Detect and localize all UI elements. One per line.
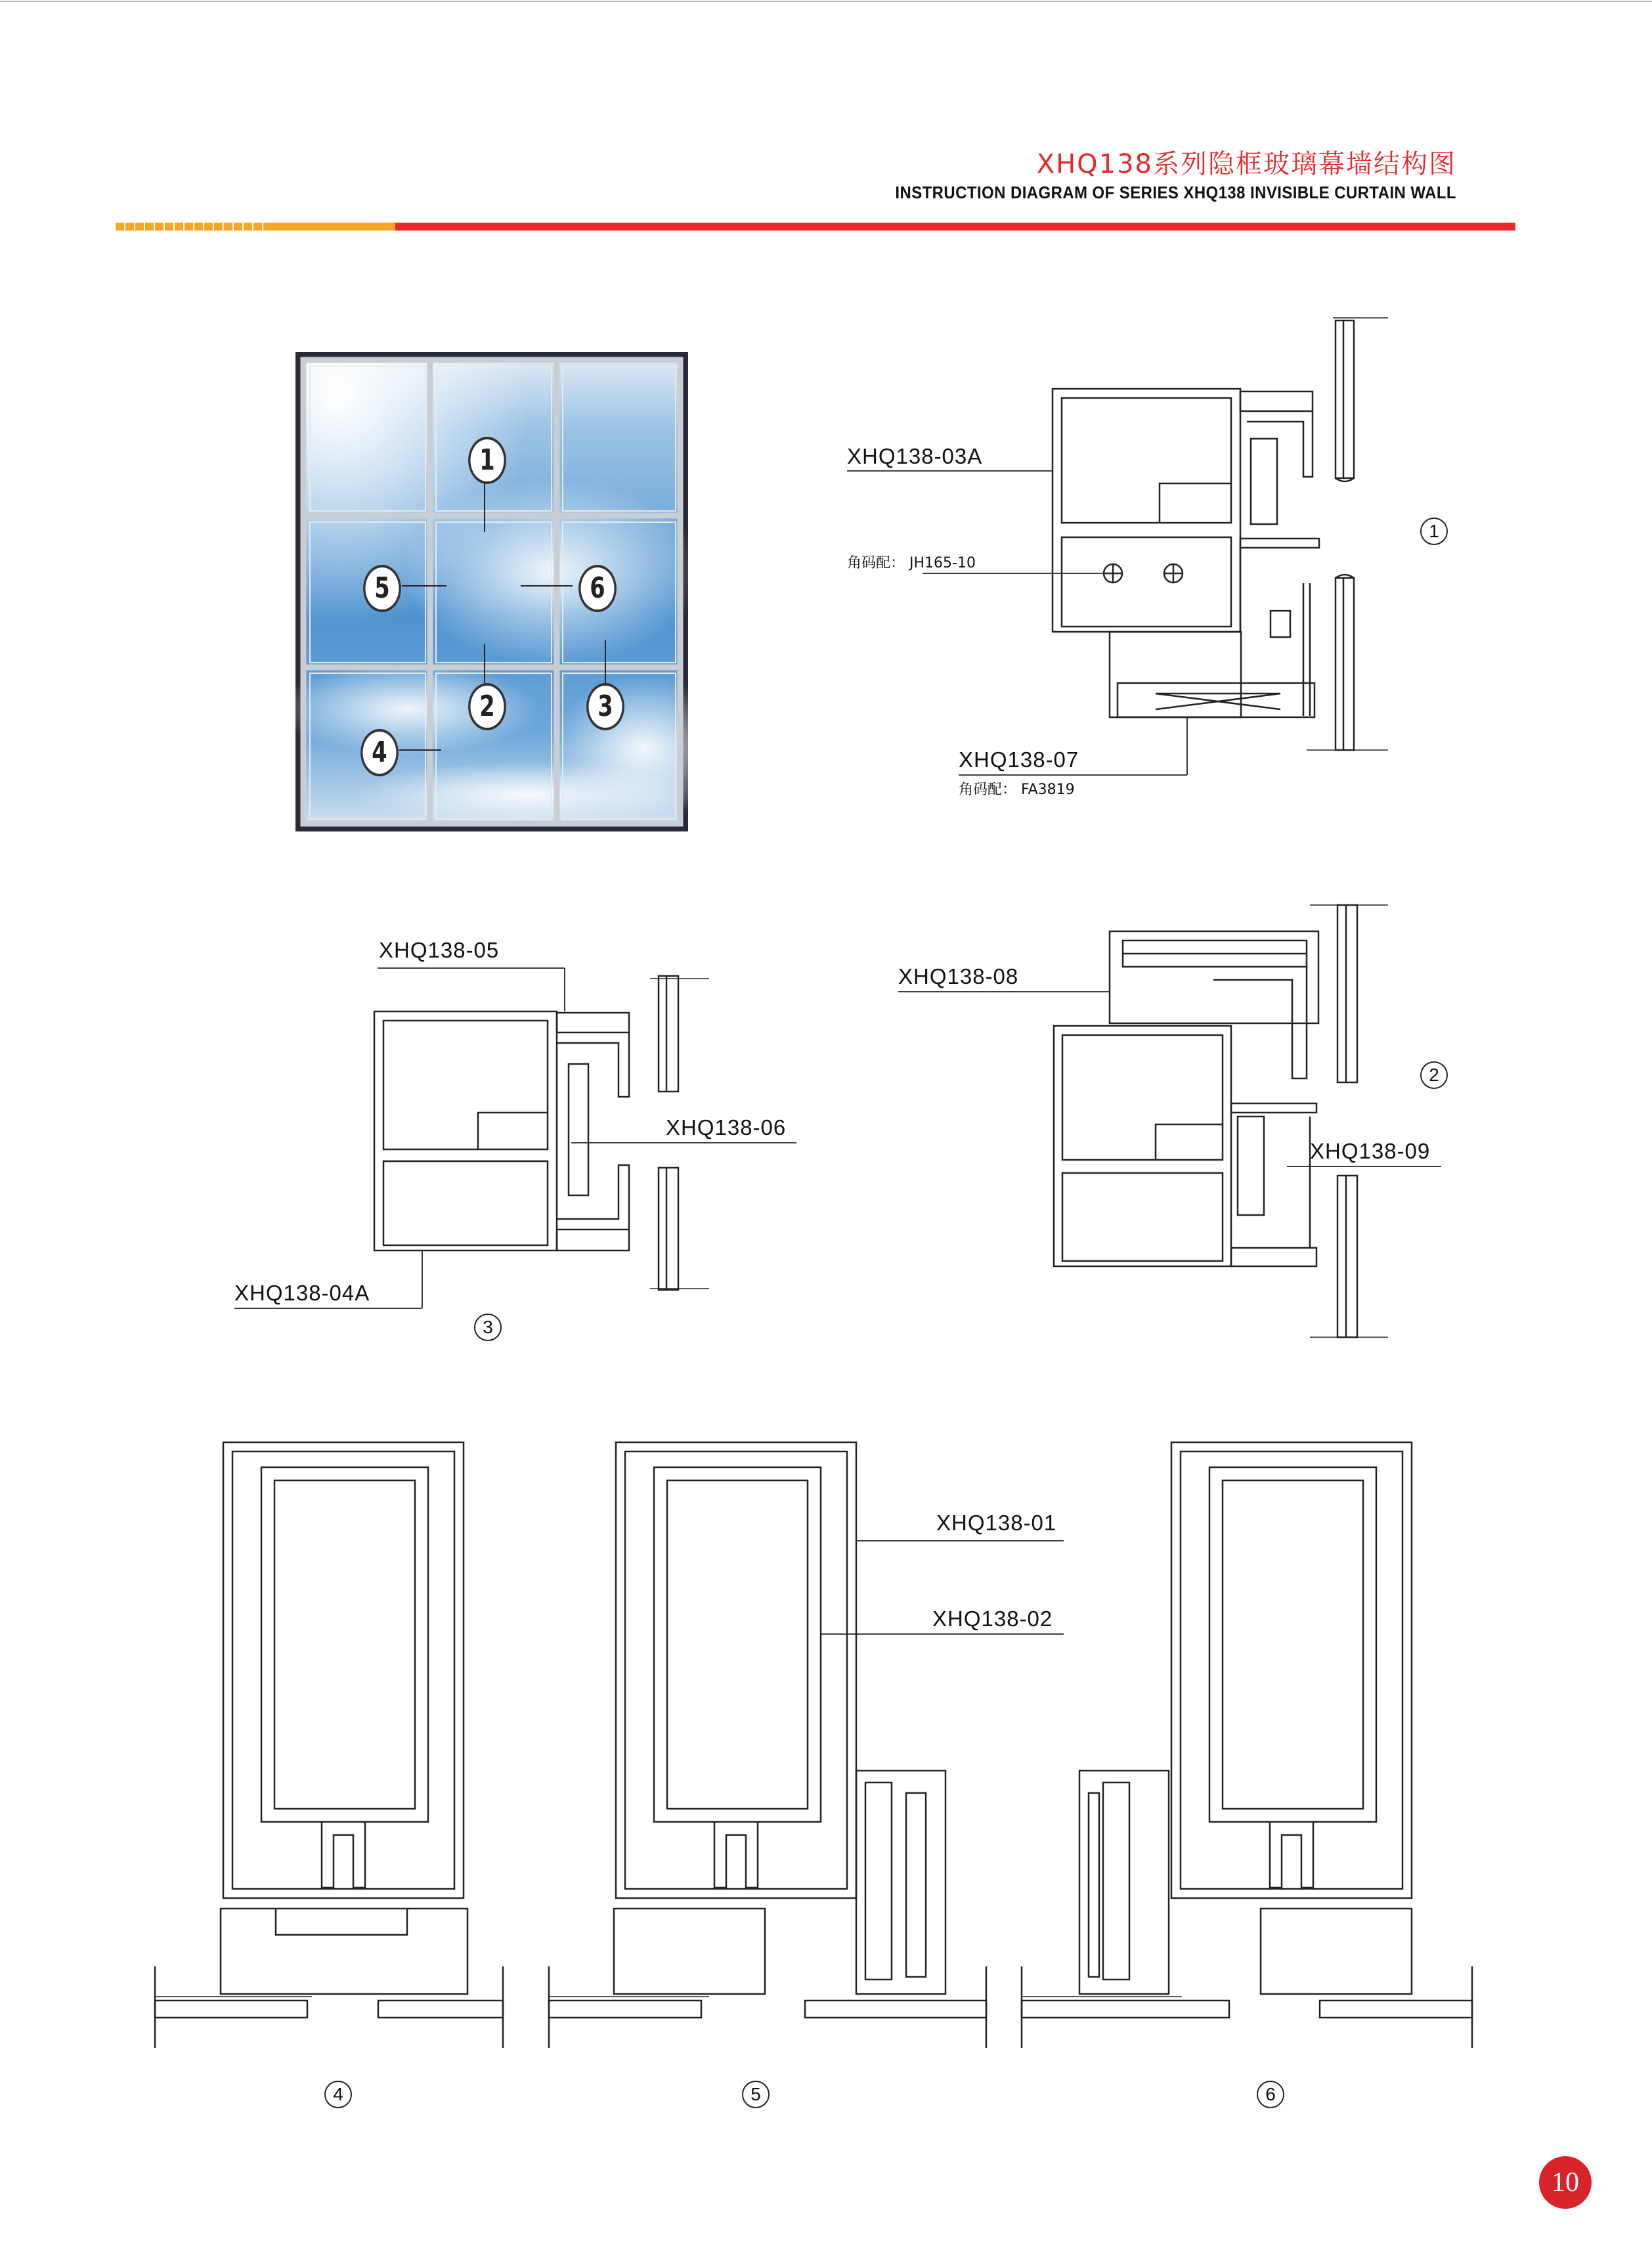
- label-xhq138-08: XHQ138-08: [898, 964, 1019, 988]
- section-marker-4: 4: [324, 2081, 352, 2108]
- section-marker-5: 5: [742, 2081, 770, 2108]
- elevation-marker-4: 4: [360, 729, 399, 776]
- label-xhq138-01: XHQ138-01: [936, 1511, 1057, 1535]
- elevation-marker-1: 1: [468, 437, 506, 484]
- label-xhq138-09: XHQ138-09: [1310, 1139, 1431, 1163]
- page-title-en: INSTRUCTION DIAGRAM OF SERIES XHQ138 INVISIBLE CURTAIN WALL: [895, 183, 1456, 202]
- section-marker-1: 1: [1420, 518, 1448, 545]
- label-corner-fa3819: 角码配： FA3819: [959, 782, 1075, 798]
- label-xhq138-07: XHQ138-07: [959, 747, 1079, 772]
- section-marker-6: 6: [1257, 2081, 1284, 2108]
- label-xhq138-02: XHQ138-02: [932, 1606, 1053, 1631]
- header-rule: [116, 223, 1515, 231]
- page-title-cn: XHQ138系列隐框玻璃幕墙结构图: [1036, 149, 1456, 179]
- label-xhq138-05: XHQ138-05: [379, 938, 500, 962]
- section-marker-2: 2: [1420, 1061, 1448, 1089]
- elevation-marker-6: 6: [578, 565, 617, 612]
- curtain-wall-elevation: [276, 352, 735, 831]
- page-number: 10: [1539, 2156, 1592, 2209]
- label-xhq138-06: XHQ138-06: [666, 1115, 787, 1140]
- section-4-drawing: [155, 1442, 503, 2048]
- label-xhq138-04a: XHQ138-04A: [234, 1281, 370, 1305]
- label-corner-jh165: 角码配： JH165-10: [847, 555, 976, 571]
- elevation-marker-2: 2: [468, 683, 506, 730]
- elevation-marker-3: 3: [586, 683, 624, 730]
- section-1-drawing: [847, 318, 1388, 775]
- label-xhq138-03a: XHQ138-03A: [847, 444, 983, 468]
- section-6-drawing: [1022, 1442, 1472, 2048]
- elevation-marker-5: 5: [363, 565, 401, 612]
- section-marker-3: 3: [474, 1314, 502, 1341]
